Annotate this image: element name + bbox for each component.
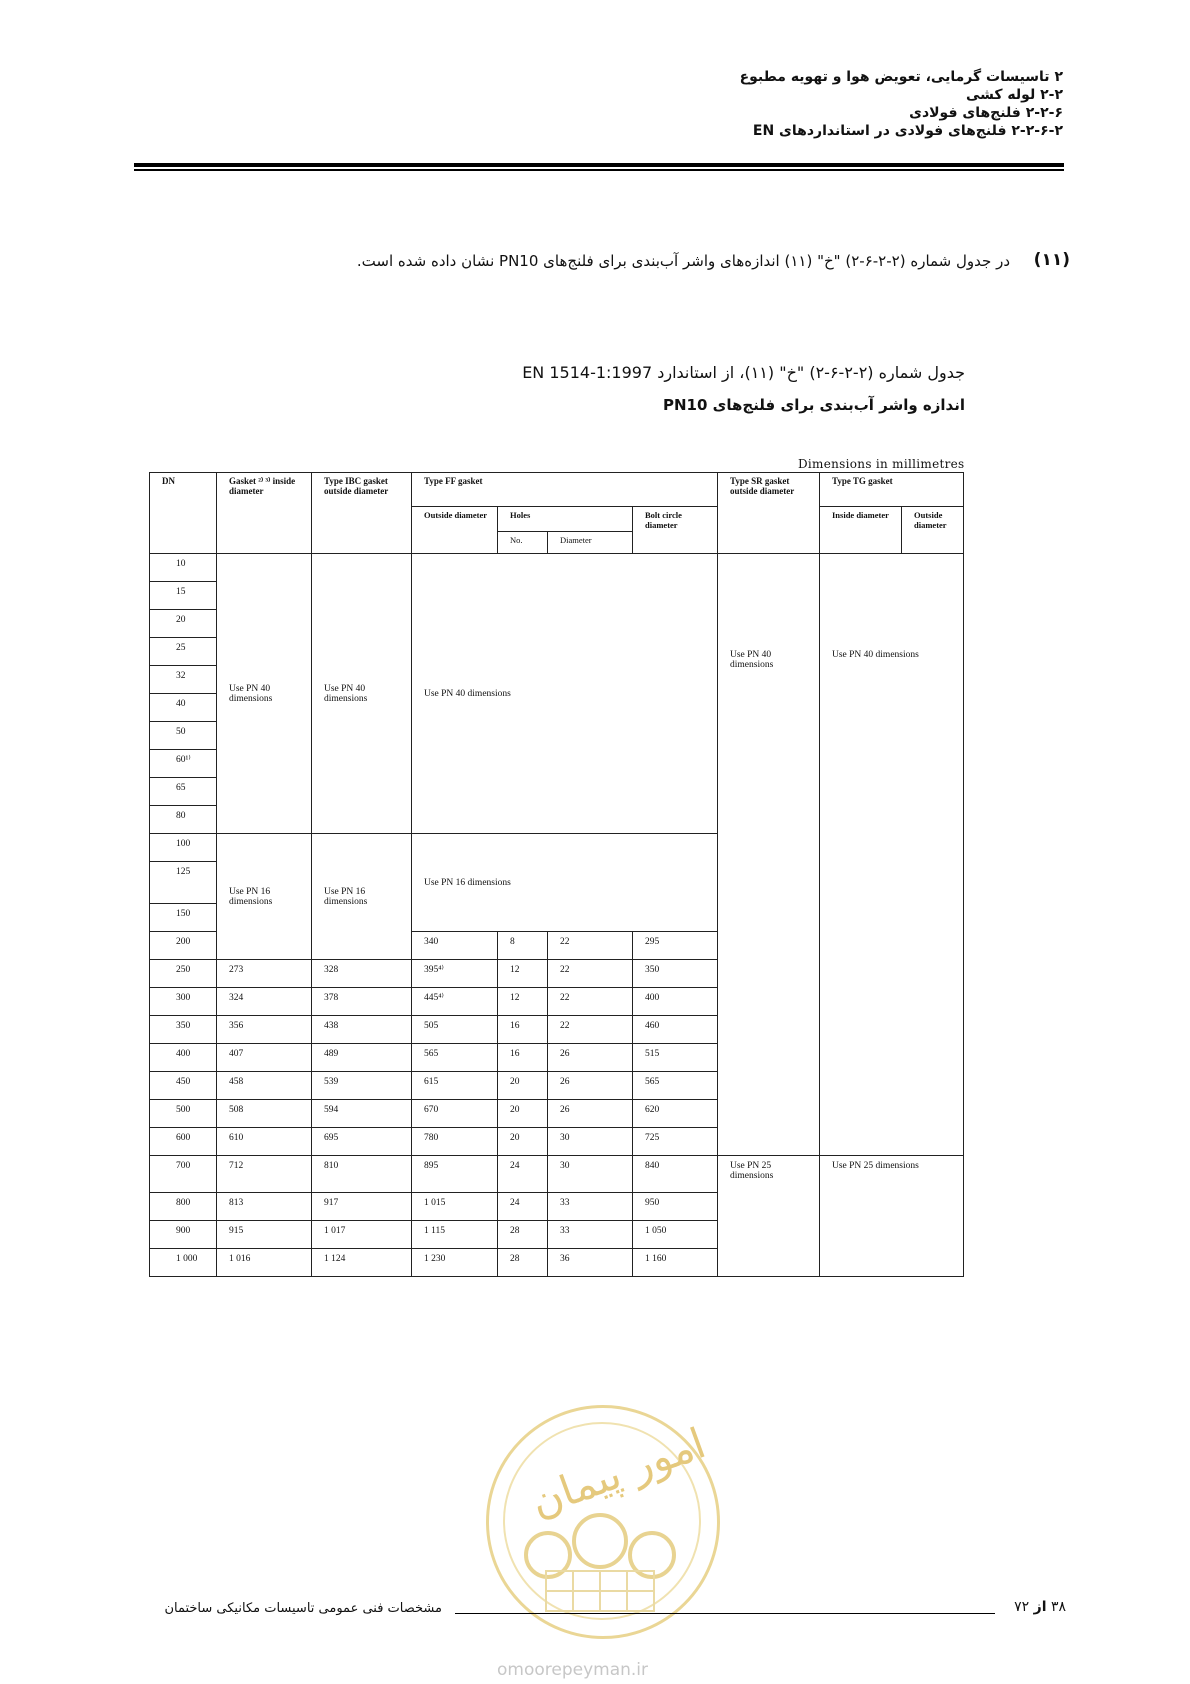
header-gasket-inside: Gasket ²⁾ ³⁾ inside diameter: [217, 473, 312, 554]
holes-no-cell: 16: [498, 1044, 548, 1072]
ff-outside-cell: 565: [412, 1044, 498, 1072]
dn-cell: 800: [150, 1193, 217, 1221]
gasket-cell: 712: [217, 1156, 312, 1193]
ff-outside-cell: 1 230: [412, 1249, 498, 1277]
ibc-span-pn40: Use PN 40 dimensions: [312, 554, 412, 834]
dn-cell: 80: [150, 806, 217, 834]
dn-cell: 100: [150, 834, 217, 862]
dn-cell: 900: [150, 1221, 217, 1249]
bolt-circle-cell: 840: [633, 1156, 718, 1193]
holes-diameter-cell: 26: [548, 1100, 633, 1128]
bolt-circle-cell: 350: [633, 960, 718, 988]
dimensions-note: Dimensions in millimetres: [798, 457, 965, 471]
bolt-circle-cell: 295: [633, 932, 718, 960]
dn-cell: 50: [150, 722, 217, 750]
bolt-circle-cell: 1 160: [633, 1249, 718, 1277]
footer-total: ۷۲: [1014, 1599, 1030, 1615]
gasket-cell: 1 016: [217, 1249, 312, 1277]
dn-cell: 450: [150, 1072, 217, 1100]
gasket-dimensions-table: [149, 472, 964, 1277]
gasket-span-pn40: Use PN 40 dimensions: [217, 554, 312, 834]
dn-cell: 200: [150, 932, 217, 960]
ff-outside-cell: 445⁴⁾: [412, 988, 498, 1016]
holes-diameter-cell: 33: [548, 1221, 633, 1249]
ibc-cell: 810: [312, 1156, 412, 1193]
header-ff-outside: Outside diameter: [412, 507, 498, 554]
gasket-cell: 813: [217, 1193, 312, 1221]
header-rule-thick: [134, 163, 1064, 167]
holes-no-cell: 8: [498, 932, 548, 960]
bolt-circle-cell: 400: [633, 988, 718, 1016]
ff-outside-cell: 340: [412, 932, 498, 960]
gasket-cell: 508: [217, 1100, 312, 1128]
holes-no-cell: 28: [498, 1249, 548, 1277]
ibc-cell: 438: [312, 1016, 412, 1044]
ff-outside-cell: 1 015: [412, 1193, 498, 1221]
ibc-cell: 917: [312, 1193, 412, 1221]
header-line-4: ۲-۲-۶-۲ فلنج‌های فولادی در استانداردهای EN: [752, 123, 1063, 139]
holes-no-cell: 20: [498, 1100, 548, 1128]
header-tg-gasket: Type TG gasket: [820, 473, 964, 507]
holes-diameter-cell: 36: [548, 1249, 633, 1277]
bolt-circle-cell: 1 050: [633, 1221, 718, 1249]
header-line-2: ۲-۲ لوله کشی: [966, 87, 1063, 103]
ibc-span-pn16: Use PN 16 dimensions: [312, 834, 412, 960]
holes-no-cell: 12: [498, 960, 548, 988]
dn-cell: 600: [150, 1128, 217, 1156]
ibc-cell: 539: [312, 1072, 412, 1100]
gasket-cell: 915: [217, 1221, 312, 1249]
dn-cell: 65: [150, 778, 217, 806]
dn-cell: 300: [150, 988, 217, 1016]
holes-diameter-cell: 30: [548, 1156, 633, 1193]
holes-no-cell: 20: [498, 1072, 548, 1100]
holes-diameter-cell: 26: [548, 1044, 633, 1072]
holes-no-cell: 12: [498, 988, 548, 1016]
dn-cell: 125: [150, 862, 217, 904]
bolt-circle-cell: 950: [633, 1193, 718, 1221]
holes-no-cell: 24: [498, 1156, 548, 1193]
gasket-cell: 324: [217, 988, 312, 1016]
holes-diameter-cell: 22: [548, 988, 633, 1016]
ibc-cell: 594: [312, 1100, 412, 1128]
ibc-cell: 1 017: [312, 1221, 412, 1249]
ibc-cell: 378: [312, 988, 412, 1016]
ibc-cell: 1 124: [312, 1249, 412, 1277]
header-ff-holes: Holes: [498, 507, 633, 532]
dn-cell: 700: [150, 1156, 217, 1193]
ff-outside-cell: 1 115: [412, 1221, 498, 1249]
bolt-circle-cell: 460: [633, 1016, 718, 1044]
bolt-circle-cell: 725: [633, 1128, 718, 1156]
holes-diameter-cell: 26: [548, 1072, 633, 1100]
table-row: [150, 1156, 964, 1193]
caption-line-2: اندازه واشر آب‌بندی برای فلنج‌های PN10: [662, 396, 965, 414]
header-ff-gasket: Type FF gasket: [412, 473, 718, 507]
footer-of: از: [1033, 1599, 1047, 1615]
dn-cell: 350: [150, 1016, 217, 1044]
holes-no-cell: 24: [498, 1193, 548, 1221]
gasket-cell: 610: [217, 1128, 312, 1156]
header-holes-diameter: Diameter: [548, 532, 633, 554]
table-caption: [205, 360, 965, 418]
holes-diameter-cell: 22: [548, 932, 633, 960]
gasket-cell: 356: [217, 1016, 312, 1044]
holes-no-cell: 28: [498, 1221, 548, 1249]
header-dn: DN: [150, 473, 217, 554]
header-sr-outside: Type SR gasket outside diameter: [718, 473, 820, 554]
watermark-seal: [486, 1405, 720, 1639]
gasket-span-pn16: Use PN 16 dimensions: [217, 834, 312, 960]
holes-diameter-cell: 30: [548, 1128, 633, 1156]
dn-cell: 40: [150, 694, 217, 722]
dn-cell: 250: [150, 960, 217, 988]
dn-cell: 32: [150, 666, 217, 694]
dn-cell: 60¹⁾: [150, 750, 217, 778]
header-tg-outside: Outside diameter: [902, 507, 964, 554]
bolt-circle-cell: 515: [633, 1044, 718, 1072]
holes-diameter-cell: 22: [548, 1016, 633, 1044]
header-line-3: ۲-۲-۶ فلنج‌های فولادی: [909, 105, 1063, 121]
footer-rule: [455, 1613, 995, 1614]
ff-outside-cell: 505: [412, 1016, 498, 1044]
bolt-circle-cell: 565: [633, 1072, 718, 1100]
ff-outside-cell: 615: [412, 1072, 498, 1100]
ibc-cell: 489: [312, 1044, 412, 1072]
ff-outside-cell: 895: [412, 1156, 498, 1193]
tg-span-pn25: Use PN 25 dimensions: [820, 1156, 964, 1277]
gasket-cell: 407: [217, 1044, 312, 1072]
ff-outside-cell: 395⁴⁾: [412, 960, 498, 988]
watermark-url: omoorepeyman.ir: [497, 1660, 649, 1680]
bolt-circle-cell: 620: [633, 1100, 718, 1128]
header-holes-no: No.: [498, 532, 548, 554]
ff-span-pn40: Use PN 40 dimensions: [412, 554, 718, 834]
header-tg-inside: Inside diameter: [820, 507, 902, 554]
holes-no-cell: 16: [498, 1016, 548, 1044]
holes-diameter-cell: 33: [548, 1193, 633, 1221]
running-header: [123, 68, 1063, 140]
header-ff-bolt-circle: Bolt circle diameter: [633, 507, 718, 554]
caption-line-1: جدول شماره (۲-۲-۶-۲) "خ" (۱۱)، از استاندارد EN 1514-1:1997: [522, 363, 965, 382]
ff-outside-cell: 670: [412, 1100, 498, 1128]
dn-cell: 500: [150, 1100, 217, 1128]
ibc-cell: 695: [312, 1128, 412, 1156]
tg-span-pn40: Use PN 40 dimensions: [820, 554, 964, 1156]
watermark-script: امور پیمان: [524, 1418, 712, 1527]
dn-cell: 10: [150, 554, 217, 582]
footer-page-number: [1000, 1599, 1066, 1615]
paragraph-text: در جدول شماره (۲-۲-۶-۲) "خ" (۱۱) اندازه‌های واشر آب‌بندی برای فلنج‌های PN10 نشان داده شده است.: [356, 252, 1010, 270]
holes-diameter-cell: 22: [548, 960, 633, 988]
sr-span-pn40: Use PN 40 dimensions: [718, 554, 820, 1156]
dn-cell: 1 000: [150, 1249, 217, 1277]
dn-cell: 20: [150, 610, 217, 638]
ibc-cell: 328: [312, 960, 412, 988]
footer-page: ۳۸: [1050, 1599, 1066, 1615]
dn-cell: 400: [150, 1044, 217, 1072]
gasket-cell: 458: [217, 1072, 312, 1100]
header-rule-thin: [134, 169, 1064, 171]
ff-outside-cell: 780: [412, 1128, 498, 1156]
paragraph-number: (۱۱): [1033, 250, 1070, 270]
dn-cell: 25: [150, 638, 217, 666]
sr-span-pn25: Use PN 25 dimensions: [718, 1156, 820, 1277]
header-ibc-outside: Type IBC gasket outside diameter: [312, 473, 412, 554]
dn-cell: 150: [150, 904, 217, 932]
header-line-1: ۲ تاسیسات گرمایی، تعویض هوا و تهویه مطبوع: [739, 69, 1063, 85]
holes-no-cell: 20: [498, 1128, 548, 1156]
footer-title: مشخصات فنی عمومی تاسیسات مکانیکی ساختمان: [164, 1601, 442, 1616]
gasket-cell: 273: [217, 960, 312, 988]
ff-span-pn16: Use PN 16 dimensions: [412, 834, 718, 932]
dn-cell: 15: [150, 582, 217, 610]
